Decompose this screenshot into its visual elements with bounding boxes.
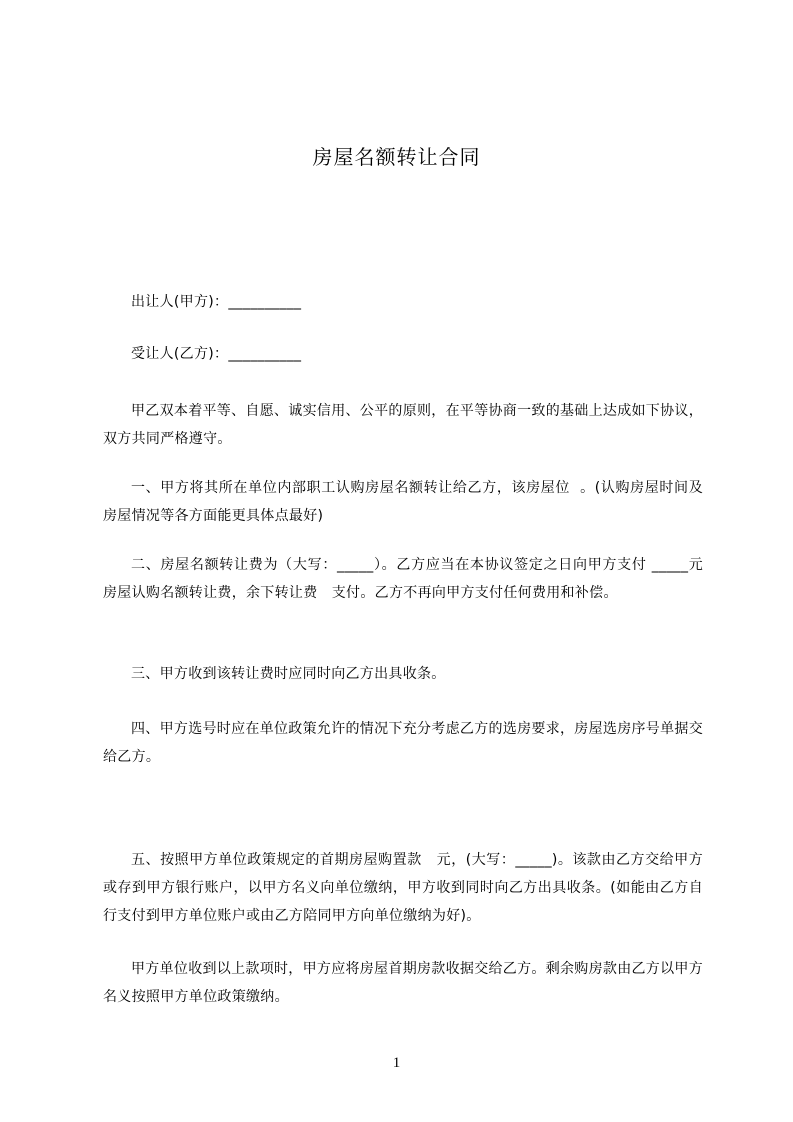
clause-3-block xyxy=(103,660,703,688)
clause-4-paragraph: 四、甲方选号时应在单位政策允许的情况下充分考虑乙方的选房要求，房屋选房序号单据交给乙方。 xyxy=(103,721,703,765)
party-a-line: 出让人(甲方)：__________ xyxy=(131,294,302,310)
clause-1-paragraph: 一、甲方将其所在单位内部职工认购房屋名额转让给乙方，该房屋位 。(认购房屋时间及房屋情况等各方面能更具体点最好) xyxy=(103,480,703,524)
receipt-paragraph: 甲方单位收到以上款项时，甲方应将房屋首期房款收据交给乙方。剩余购房款由乙方以甲方名义按照甲方单位政策缴纳。 xyxy=(103,961,703,1005)
clause-2-block xyxy=(103,551,708,607)
clause-3-paragraph: 三、甲方收到该转让费时应同时向乙方出具收条。 xyxy=(131,666,446,682)
clause-2-paragraph: 二、房屋名额转让费为（大写：_____）。乙方应当在本协议签定之日向甲方支付 _____元 房屋认购名额转让费，余下转让费 支付。乙方不再向甲方支付任何费用和补偿。 xyxy=(103,557,708,601)
intro-paragraph: 甲乙双本着平等、自愿、诚实信用、公平的原则，在平等协商一致的基础上达成如下协议，双方共同严格遵守。 xyxy=(103,403,703,447)
page-number: 1 xyxy=(392,1055,401,1071)
receipt-block xyxy=(103,955,703,1011)
clause-4-block xyxy=(103,715,703,771)
clause-5-block xyxy=(103,846,703,930)
party-b-block xyxy=(103,340,703,368)
party-b-line: 受让人(乙方)：__________ xyxy=(131,346,302,362)
contract-title: 房屋名额转让合同 xyxy=(312,145,481,169)
clause-5-paragraph: 五、按照甲方单位政策规定的首期房屋购置款 元，(大写：_____)。该款由乙方交给甲方或存到甲方银行账户，以甲方名义向单位缴纳，甲方收到同时向乙方出具收条。(如能由乙方自行支付到甲方单位账户或由乙方陪同甲方向单位缴纳为好)。 xyxy=(103,852,703,924)
clause-1-block xyxy=(103,474,703,530)
intro-block xyxy=(103,397,703,453)
party-a-block xyxy=(103,288,703,316)
